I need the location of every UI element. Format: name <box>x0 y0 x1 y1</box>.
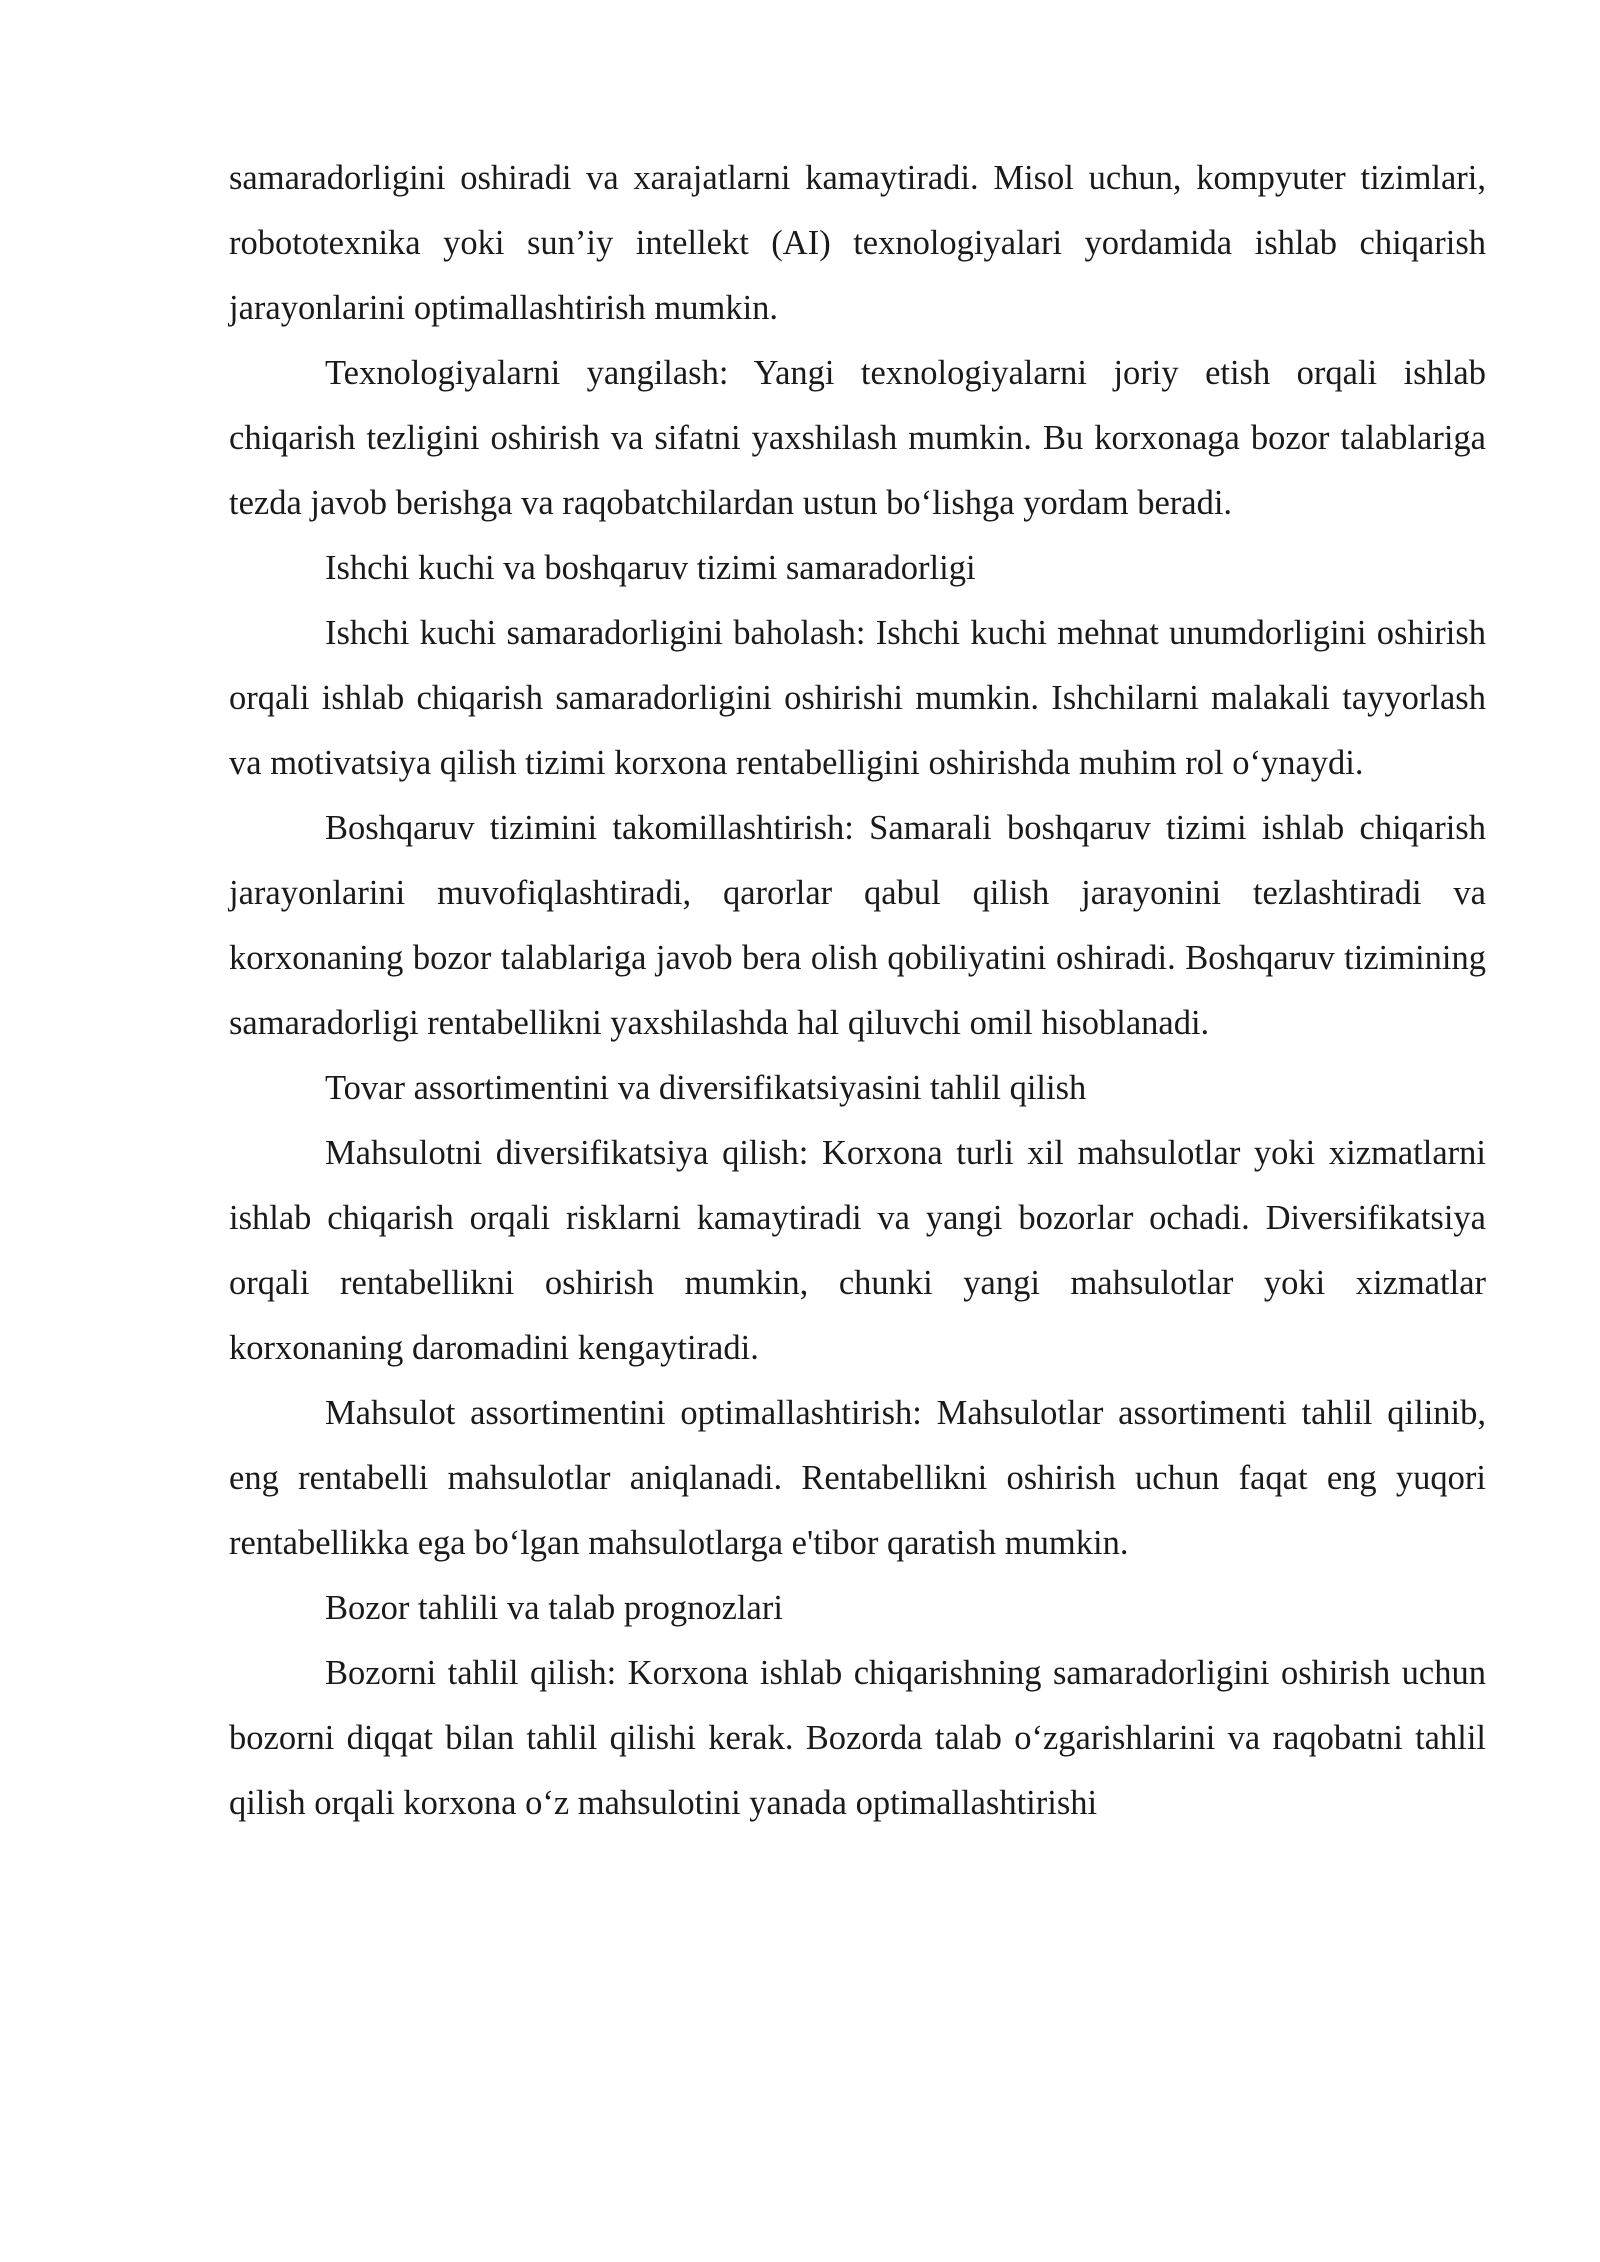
paragraph-boshqaruv-tizimi: Boshqaruv tizimini takomillashtirish: Samarali boshqaruv tizimi ishlab chiqarish jarayonlarini muvofiqlashtiradi, qarorlar qabul qilish jarayonini tezlashtiradi va korxonaning bozor talablariga javob bera olish qobiliyatini oshiradi. Boshqaruv tizimining samaradorligi rentabellikni yaxshilashda hal qiluvchi omil hisoblanadi. <box>229 809 1486 1042</box>
section-heading-ishchi-kuchi: Ishchi kuchi va boshqaruv tizimi samaradorligi <box>325 549 976 587</box>
paragraph-ishchi-kuchi-samaradorligi: Ishchi kuchi samaradorligini baholash: Ishchi kuchi mehnat unumdorligini oshirish orqali ishlab chiqarish samaradorligini oshirishi mumkin. Ishchilarni malakali tayyorlash va motivatsiya qilish tizimi korxona rentabelligini oshirishda muhim rol o‘ynaydi. <box>229 614 1486 782</box>
section-heading-tovar-assortimenti: Tovar assortimentini va diversifikatsiyasini tahlil qilish <box>325 1069 1087 1107</box>
section-heading-bozor-tahlili: Bozor tahlili va talab prognozlari <box>325 1589 783 1627</box>
paragraph-continuation: samaradorligini oshiradi va xarajatlarni kamaytiradi. Misol uchun, kompyuter tizimlari, robototexnika yoki sun’iy intellekt (AI) texnologiyalari yordamida ishlab chiqarish jarayonlarini optimallashtirish mumkin. <box>229 159 1486 327</box>
paragraph-bozorni-tahlil-qilish: Bozorni tahlil qilish: Korxona ishlab chiqarishning samaradorligini oshirish uchun bozorni diqqat bilan tahlil qilishi kerak. Bozorda talab o‘zgarishlarini va raqobatni tahlil qilish orqali korxona o‘z mahsulotini yanada optimallashtirishi <box>229 1654 1486 1822</box>
document-body <box>229 146 1486 1836</box>
paragraph-assortiment-optimallashtirish: Mahsulot assortimentini optimallashtirish: Mahsulotlar assortimenti tahlil qilinib, eng rentabelli mahsulotlar aniqlanadi. Rentabellikni oshirish uchun faqat eng yuqori rentabellikka ega bo‘lgan mahsulotlarga e'tibor qaratish mumkin. <box>229 1394 1486 1562</box>
paragraph-diversifikatsiya: Mahsulotni diversifikatsiya qilish: Korxona turli xil mahsulotlar yoki xizmatlarni ishlab chiqarish orqali risklarni kamaytiradi va yangi bozorlar ochadi. Diversifikatsiya orqali rentabellikni oshirish mumkin, chunki yangi mahsulotlar yoki xizmatlar korxonaning daromadini kengaytiradi. <box>229 1134 1486 1367</box>
paragraph-texnologiyalarni-yangilash: Texnologiyalarni yangilash: Yangi texnologiyalarni joriy etish orqali ishlab chiqarish tezligini oshirish va sifatni yaxshilash mumkin. Bu korxonaga bozor talablariga tezda javob berishga va raqobatchilardan ustun bo‘lishga yordam beradi. <box>229 354 1486 522</box>
